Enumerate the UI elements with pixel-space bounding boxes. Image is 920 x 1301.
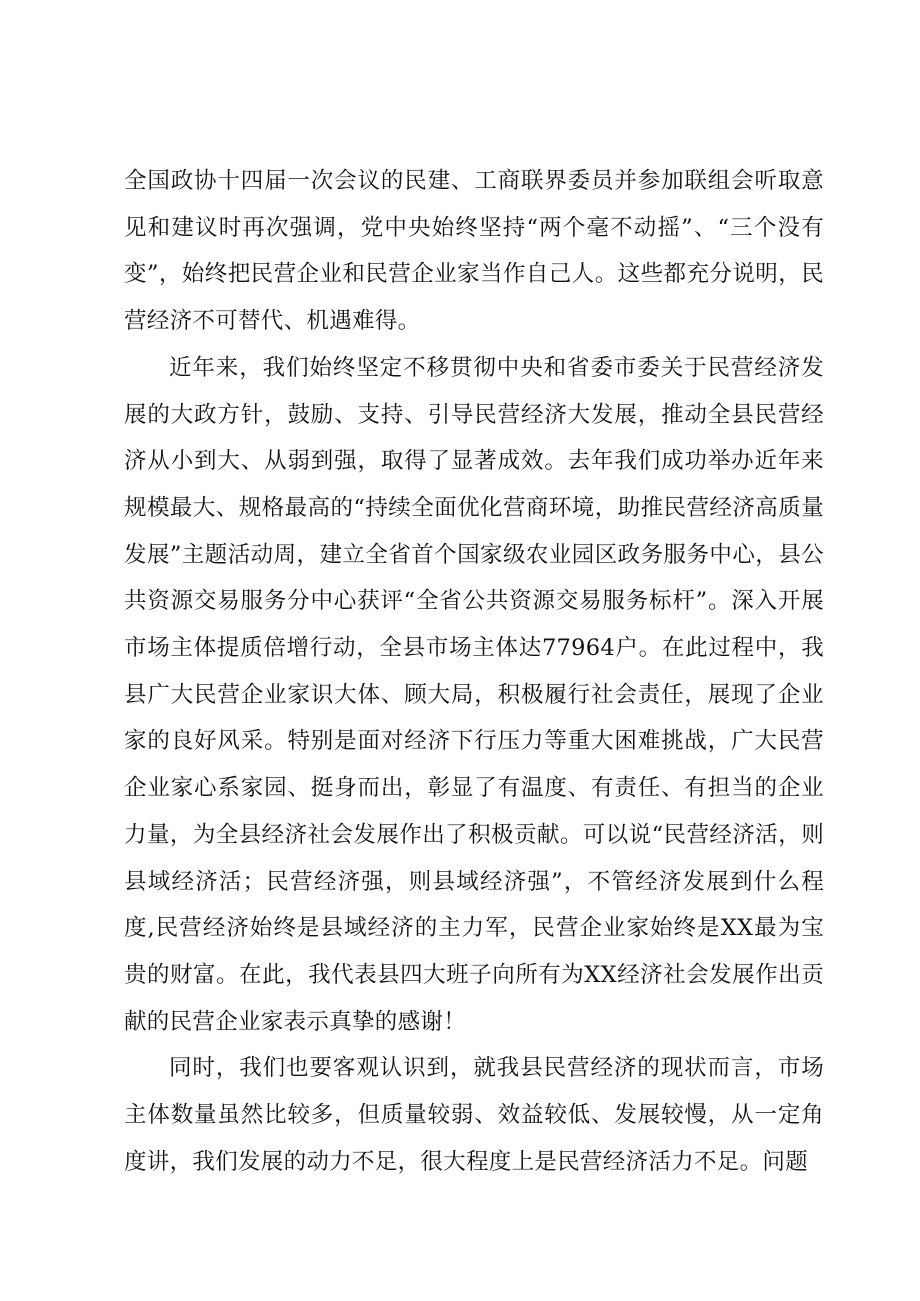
- paragraph-at-the-same-time: 同时，我们也要客观认识到，就我县民营经济的现状而言，市场主体数量虽然比较多，但质量较弱、效益较低、发展较慢，从一定角度讲，我们发展的动力不足，很大程度上是民营经济活力不足。问题: [124, 1055, 824, 1175]
- paragraph-continuation: 全国政协十四届一次会议的民建、工商联界委员并参加联组会听取意见和建议时再次强调，党中央始终坚持“两个毫不动摇”、“三个没有变”，始终把民营企业和民营企业家当作自己人。这些都充分说明，民营经济不可替代、机遇难得。: [124, 168, 824, 335]
- document-body: [124, 158, 824, 1185]
- paragraph-recent-years: 近年来，我们始终坚定不移贯彻中央和省委市委关于民营经济发展的大政方针，鼓励、支持、引导民营经济大发展，推动全县民营经济从小到大、从弱到强，取得了显著成效。去年我们成功举办近年来规模最大、规格最高的“持续全面优化营商环境，助推民营经济高质量发展”主题活动周，建立全省首个国家级农业园区政务服务中心，县公共资源交易服务分中心获评“全省公共资源交易服务标杆”。深入开展市场主体提质倍增行动，全县市场主体达77964户。在此过程中，我县广大民营企业家识大体、顾大局，积极履行社会责任，展现了企业家的良好风采。特别是面对经济下行压力等重大困难挑战，广大民营企业家心系家园、挺身而出，彰显了有温度、有责任、有担当的企业力量，为全县经济社会发展作出了积极贡献。可以说“民营经济活，则县域经济活；民营经济强，则县域经济强”，不管经济发展到什么程度,民营经济始终是县域经济的主力军，民营企业家始终是XX最为宝贵的财富。在此，我代表县四大班子向所有为XX经济社会发展作出贡献的民营企业家表示真挚的感谢！: [124, 354, 824, 1035]
